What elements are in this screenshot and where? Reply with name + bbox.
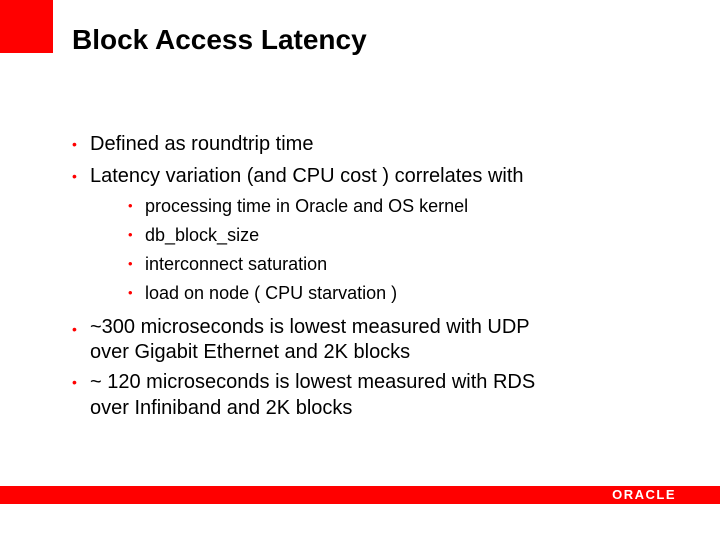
bullet-continuation — [90, 338, 410, 366]
bullet-dot-icon: • — [72, 168, 77, 184]
bullet-continuation — [90, 394, 352, 422]
slide-title: Block Access Latency — [72, 24, 367, 55]
bullet-dot-icon: • — [72, 136, 77, 152]
bullet-dot-icon: • — [128, 198, 133, 213]
sub-bullet-item — [128, 192, 469, 220]
sub-bullet-item — [128, 279, 398, 307]
bullet-dot-icon: • — [72, 374, 77, 390]
bullet-item — [72, 162, 524, 190]
bullet-item — [72, 313, 530, 341]
bullet-text: Defined as roundtrip time — [90, 133, 314, 155]
sub-bullet-text: load on node ( CPU starvation ) — [145, 283, 398, 303]
bullet-dot-icon: • — [128, 285, 133, 300]
bullet-text: over Infiniband and 2K blocks — [90, 397, 353, 419]
bullet-text: ~ 120 microseconds is lowest measured with RDS — [90, 371, 536, 393]
oracle-logo: ORACLE — [612, 487, 676, 502]
sub-bullet-text: db_block_size — [145, 225, 260, 245]
sub-bullet-item — [128, 221, 260, 249]
bullet-text: Latency variation (and CPU cost ) correlates with — [90, 165, 524, 187]
bullet-dot-icon: • — [128, 256, 133, 271]
bullet-dot-icon: • — [72, 321, 77, 337]
sub-bullet-text: processing time in Oracle and OS kernel — [145, 196, 469, 216]
bullet-item — [72, 130, 314, 158]
bullet-text: over Gigabit Ethernet and 2K blocks — [90, 341, 411, 363]
bullet-dot-icon: • — [128, 227, 133, 242]
bullet-item — [72, 368, 536, 396]
sub-bullet-item — [128, 250, 328, 278]
sub-bullet-text: interconnect saturation — [145, 254, 328, 274]
bullet-text: ~300 microseconds is lowest measured with UDP — [90, 316, 530, 338]
